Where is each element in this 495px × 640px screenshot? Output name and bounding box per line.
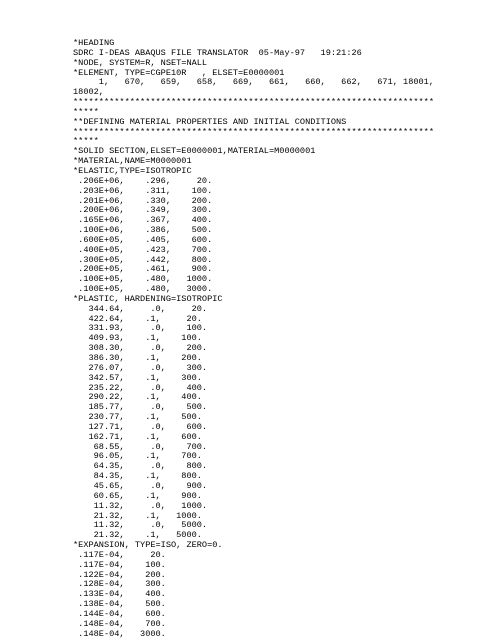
document-line: ********************************************************************** [73,97,434,108]
document-line: SDRC I-DEAS ABAQUS FILE TRANSLATOR 05-May-97 19:21:26 [73,47,362,58]
document-line: 64.35, .0, 800. [73,461,208,472]
document-line: .138E-04, 500. [73,599,166,610]
document-line: 68.55, .0, 700. [73,441,208,452]
document-line: ***** [73,106,99,117]
document-line: .144E-04, 600. [73,608,166,619]
document-line: 344.64, .0, 20. [73,303,208,314]
document-line: *PLASTIC, HARDENING=ISOTROPIC [73,293,223,304]
document-line: 331.93, .0, 100. [73,323,208,334]
document-line: .100E+05, .480, 3000. [73,284,213,295]
document-line: 230.77, .1, 500. [73,412,202,423]
document-line: 185.77, .0, 500. [73,402,208,413]
document-line: .117E-04, 100. [73,559,166,570]
document-line: .200E+06, .349, 300. [73,205,213,216]
document-line: .165E+06, .367, 400. [73,215,213,226]
document-line: .400E+05, .423, 700. [73,244,213,255]
document-line: 422.64, .1, 20. [73,313,202,324]
document-line: 18002, [73,87,104,98]
document-line: .100E+05, .480, 1000. [73,274,213,285]
document-line: 11.32, .0, 1000. [73,500,208,511]
document-line: .201E+06, .330, 200. [73,195,213,206]
document-line: 308.30, .0, 200. [73,343,208,354]
document-line: 386.30, .1, 200. [73,353,202,363]
document-line: *SOLID SECTION,ELSET=E0000001,MATERIAL=M0000001 [73,146,316,157]
document-line: .600E+05, .405, 600. [73,234,213,245]
document-line: .200E+05, .461, 900. [73,264,213,275]
document-line: 409.93, .1, 100. [73,333,202,344]
document-line: .117E-04, 20. [73,549,166,560]
document-line: 60.65, .1, 900. [73,490,202,501]
document-line: .148E-04, 700. [73,618,166,629]
document-line: 21.32, .1, 5000. [73,530,202,541]
document-line: 342.57, .1, 300. [73,372,202,383]
document-line: ***** [73,136,99,147]
document-line: *ELASTIC,TYPE=ISOTROPIC [73,165,192,176]
document-line: 1, 670, 659, 658, 669, 661, 660, 662, 671, 18001, [73,77,434,88]
document-line: .206E+06, .296, 20. [73,175,213,186]
document-line: 11.32, .0, 5000. [73,520,208,531]
document-line: *HEADING [73,38,115,48]
document-line: *NODE, SYSTEM=R, NSET=NALL [73,57,208,68]
document-line: .133E-04, 400. [73,589,166,600]
document-line: **DEFINING MATERIAL PROPERTIES AND INITIAL CONDITIONS [73,116,347,127]
document-line: 127.71, .0, 600. [73,421,208,432]
document-line: .128E-04, 300. [73,579,166,590]
document-line: 162.71, .1, 600. [73,431,202,442]
document-line: .122E-04, 200. [73,569,166,580]
document-line: 290.22, .1, 400. [73,392,202,403]
abaqus-input-listing [73,39,434,639]
document-line: *EXPANSION, TYPE=ISO, ZERO=0. [73,540,223,551]
document-line: *MATERIAL,NAME=M0000001 [73,156,192,167]
document-line: 45.65, .0, 900. [73,480,208,491]
document-line: ********************************************************************** [73,126,434,137]
document-line: 21.32, .1, 1000. [73,510,202,521]
document-line: .300E+05, .442, 800. [73,254,213,265]
document-line: *ELEMENT, TYPE=CGPE10R , ELSET=E0000001 [73,67,285,78]
document-line: 276.07, .0, 300. [73,362,208,373]
document-line: .100E+06, .386, 500. [73,225,213,236]
document-line: 235.22, .0, 400. [73,382,208,393]
document-line: 84.35, .1, 800. [73,471,202,482]
document-line: 96.05, .1, 700. [73,451,202,462]
document-line: .148E-04, 3000. [73,628,166,639]
document-line: .203E+06, .311, 100. [73,185,213,196]
